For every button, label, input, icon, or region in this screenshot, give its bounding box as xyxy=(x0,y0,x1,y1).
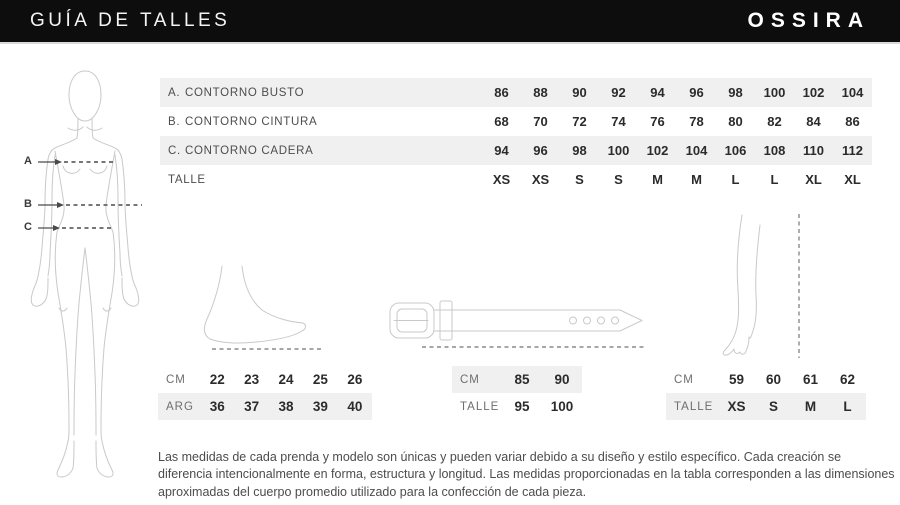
row-label: CM xyxy=(460,373,480,386)
size-value: 98 xyxy=(572,143,587,158)
size-value: 23 xyxy=(244,372,260,387)
row-label: TALLE xyxy=(460,400,500,413)
size-value: L xyxy=(770,172,779,187)
row-label: CM xyxy=(166,373,186,386)
size-value: 25 xyxy=(312,372,328,387)
size-value: L xyxy=(731,172,740,187)
size-value: 86 xyxy=(494,85,509,100)
size-value: XS xyxy=(727,399,746,414)
sleeve-talle-row xyxy=(666,393,866,420)
header xyxy=(0,0,900,42)
size-value: M xyxy=(691,172,702,187)
size-value: XS xyxy=(492,172,511,187)
row-name: CONTORNO CINTURA xyxy=(185,115,318,128)
size-value: 108 xyxy=(763,143,786,158)
table-row-hip xyxy=(160,136,872,165)
size-value: 104 xyxy=(841,85,864,100)
brand-logo: OSSIRA xyxy=(747,9,870,32)
row-name: CONTORNO CADERA xyxy=(185,144,314,157)
size-value: S xyxy=(768,399,778,414)
size-value: 100 xyxy=(763,85,786,100)
size-value: 61 xyxy=(802,372,819,387)
size-value: XL xyxy=(844,172,861,187)
row-letter: A. xyxy=(168,86,181,99)
row-label: CM xyxy=(674,373,694,386)
row-label xyxy=(160,87,482,99)
size-value: 36 xyxy=(209,399,225,414)
size-value: 95 xyxy=(514,399,530,414)
size-value: 39 xyxy=(312,399,328,414)
size-value: 40 xyxy=(347,399,363,414)
size-value: 96 xyxy=(533,143,548,158)
size-value: 92 xyxy=(611,85,626,100)
belt-size-table xyxy=(452,366,582,420)
row-name: CONTORNO BUSTO xyxy=(185,86,305,99)
sleeve-cm-row xyxy=(666,366,866,393)
size-value: 70 xyxy=(533,114,548,129)
size-value: 72 xyxy=(572,114,587,129)
table-row-bust xyxy=(160,78,872,107)
size-value: S xyxy=(614,172,623,187)
size-value: 76 xyxy=(650,114,665,129)
size-value: 104 xyxy=(685,143,708,158)
arm-illustration xyxy=(722,210,807,362)
size-value: XL xyxy=(805,172,822,187)
size-value: XS xyxy=(531,172,550,187)
row-label xyxy=(160,174,482,186)
size-value: S xyxy=(575,172,584,187)
disclaimer-text: Las medidas de cada prenda y modelo son únicas y pueden variar debido a su diseño y estilo específico. Cada creación se diferencia intencionalmente en forma, estructura y longitud. Las medidas proporcionadas en la tabla corresponden a las dimensiones aproximadas del cuerpo promedio utilizado para la confección de cada pieza. xyxy=(158,449,895,499)
size-value: 22 xyxy=(209,372,225,387)
size-value: 90 xyxy=(572,85,587,100)
header-divider xyxy=(0,42,900,44)
size-value: 88 xyxy=(533,85,548,100)
size-value: 112 xyxy=(842,143,863,158)
size-value: 102 xyxy=(646,143,669,158)
size-value: 74 xyxy=(611,114,626,129)
size-value: 102 xyxy=(802,85,825,100)
size-value: 106 xyxy=(724,143,747,158)
size-value: 26 xyxy=(347,372,363,387)
belt-illustration xyxy=(384,296,652,356)
table-row-talle xyxy=(160,165,872,194)
row-label: TALLE xyxy=(674,400,714,413)
size-value: 90 xyxy=(554,372,570,387)
female-figure-illustration xyxy=(28,58,163,488)
size-value: 84 xyxy=(806,114,821,129)
row-label xyxy=(160,145,482,157)
size-value: 85 xyxy=(514,372,530,387)
row-letter: B. xyxy=(168,115,181,128)
bust-marker-label: A xyxy=(24,155,32,167)
size-value: 100 xyxy=(607,143,630,158)
row-label: ARG xyxy=(166,400,194,413)
size-value: 80 xyxy=(728,114,743,129)
row-name: TALLE xyxy=(168,173,206,186)
size-value: 62 xyxy=(839,372,856,387)
size-value: 94 xyxy=(494,143,509,158)
row-letter: C. xyxy=(168,144,181,157)
size-value: 78 xyxy=(689,114,704,129)
size-value: 98 xyxy=(728,85,743,100)
shoes-arg-row xyxy=(158,393,372,420)
body-size-table xyxy=(160,78,872,194)
size-value: 68 xyxy=(494,114,509,129)
row-label xyxy=(160,116,482,128)
shoes-cm-row xyxy=(158,366,372,393)
size-value: 59 xyxy=(728,372,745,387)
belt-talle-row xyxy=(452,393,582,420)
size-value: 100 xyxy=(550,399,574,414)
size-value: 24 xyxy=(278,372,294,387)
size-value: 60 xyxy=(765,372,782,387)
sleeve-size-table xyxy=(666,366,866,420)
table-row-waist xyxy=(160,107,872,136)
size-value: 96 xyxy=(689,85,704,100)
size-value: 38 xyxy=(278,399,294,414)
size-value: M xyxy=(804,399,817,414)
hip-marker-label: C xyxy=(24,221,32,233)
belt-cm-row xyxy=(452,366,582,393)
foot-illustration xyxy=(190,262,330,354)
shoes-size-table xyxy=(158,366,372,420)
size-value: 94 xyxy=(650,85,665,100)
size-value: 86 xyxy=(845,114,860,129)
size-value: M xyxy=(652,172,663,187)
waist-marker-label: B xyxy=(24,198,32,210)
size-value: 37 xyxy=(244,399,260,414)
size-value: 110 xyxy=(803,143,824,158)
page-title: GUÍA DE TALLES xyxy=(30,10,231,31)
size-value: 82 xyxy=(767,114,782,129)
size-value: L xyxy=(843,399,852,414)
